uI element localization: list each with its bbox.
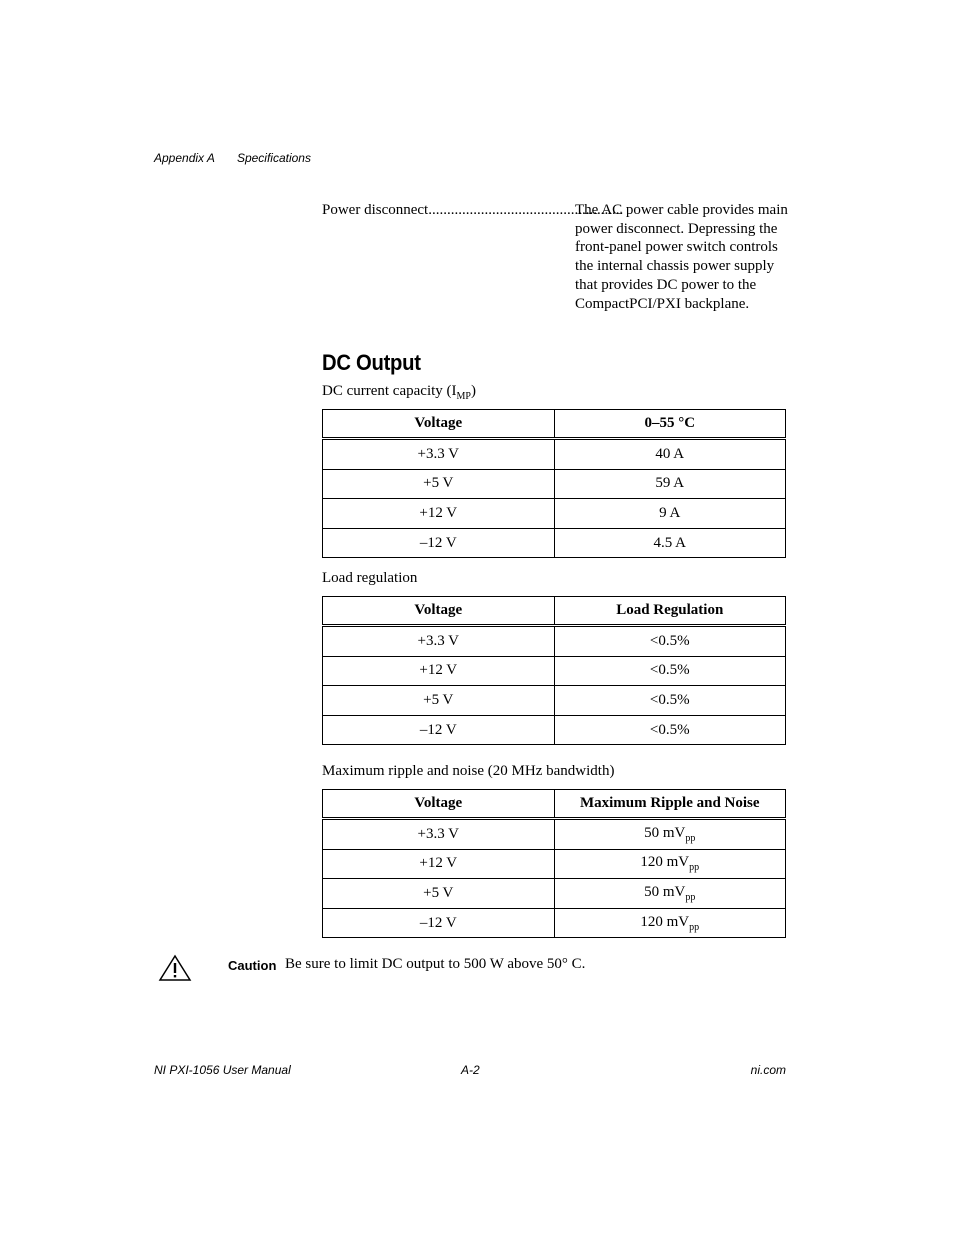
table-row	[323, 499, 786, 529]
column-header: Voltage	[323, 597, 555, 626]
value-cell: 120 $mV_{pp}$	[554, 849, 786, 879]
table-row	[323, 849, 786, 879]
ripple-caption: Maximum ripple and noise (20 MHz bandwidth)	[322, 763, 615, 779]
value-cell: <0.5%	[554, 626, 786, 657]
voltage-cell: +5 V	[323, 469, 555, 499]
current-capacity-table	[322, 409, 786, 558]
table-row	[323, 656, 786, 686]
table-row	[323, 715, 786, 745]
load-caption: Load regulation	[322, 570, 418, 586]
value-cell: 50 $mV_{pp}$	[554, 879, 786, 909]
column-header: 0–55 °C	[554, 410, 786, 439]
load-regulation-table	[322, 596, 786, 745]
voltage-cell: –12 V	[323, 528, 555, 558]
voltage-cell: +5 V	[323, 686, 555, 716]
value-cell: 120 $mV_{pp}$	[554, 908, 786, 938]
value-cell: <0.5%	[554, 656, 786, 686]
page-number: A-2	[461, 1063, 480, 1077]
spec-label: Power disconnect....................................................	[322, 202, 624, 218]
voltage-cell: +5 V	[323, 879, 555, 909]
column-header: Load Regulation	[554, 597, 786, 626]
value-cell: <0.5%	[554, 715, 786, 745]
value-cell: 40 A	[554, 439, 786, 470]
table-row	[323, 686, 786, 716]
table-row	[323, 879, 786, 909]
voltage-cell: +12 V	[323, 849, 555, 879]
value-cell: 59 A	[554, 469, 786, 499]
column-header: Voltage	[323, 410, 555, 439]
voltage-cell: –12 V	[323, 908, 555, 938]
table-header-row	[323, 597, 786, 626]
table-row	[323, 528, 786, 558]
value-cell: 4.5 A	[554, 528, 786, 558]
table-row	[323, 439, 786, 470]
section-heading: DC Output	[322, 350, 421, 375]
footer-website: ni.com	[750, 1063, 786, 1077]
table-header-row	[323, 790, 786, 819]
current-caption: DC current capacity $(I_{MP})$	[322, 383, 476, 402]
voltage-cell: +3.3 V	[323, 439, 555, 470]
voltage-cell: +12 V	[323, 499, 555, 529]
table-row	[323, 908, 786, 938]
value-cell: 9 A	[554, 499, 786, 529]
value-cell: 50 $mV_{pp}$	[554, 819, 786, 850]
table-row	[323, 819, 786, 850]
voltage-cell: +3.3 V	[323, 819, 555, 850]
warning-icon	[158, 955, 192, 986]
header-section: Specifications	[236, 151, 311, 165]
caution-text: Be sure to limit DC output to 500 W above 50° C.	[285, 956, 586, 972]
value-cell: <0.5%	[554, 686, 786, 716]
column-header: Voltage	[323, 790, 555, 819]
table-header-row	[323, 410, 786, 439]
voltage-cell: +3.3 V	[323, 626, 555, 657]
table-row	[323, 626, 786, 657]
page-header	[154, 151, 311, 165]
footer-manual-title: NI PXI-1056 User Manual	[154, 1063, 291, 1077]
ripple-noise-table	[322, 789, 786, 938]
caution-label: Caution	[228, 958, 277, 973]
caution-note	[158, 955, 798, 981]
voltage-cell: –12 V	[323, 715, 555, 745]
spec-value: The AC power cable provides main power disconnect. Depressing the front-panel power switch controls the internal chassis power supply that provides DC power to the CompactPCI/PXI backplane.	[575, 202, 788, 312]
column-header: Maximum Ripple and Noise	[554, 790, 786, 819]
voltage-cell: +12 V	[323, 656, 555, 686]
header-appendix: Appendix A	[154, 151, 215, 165]
table-row	[323, 469, 786, 499]
